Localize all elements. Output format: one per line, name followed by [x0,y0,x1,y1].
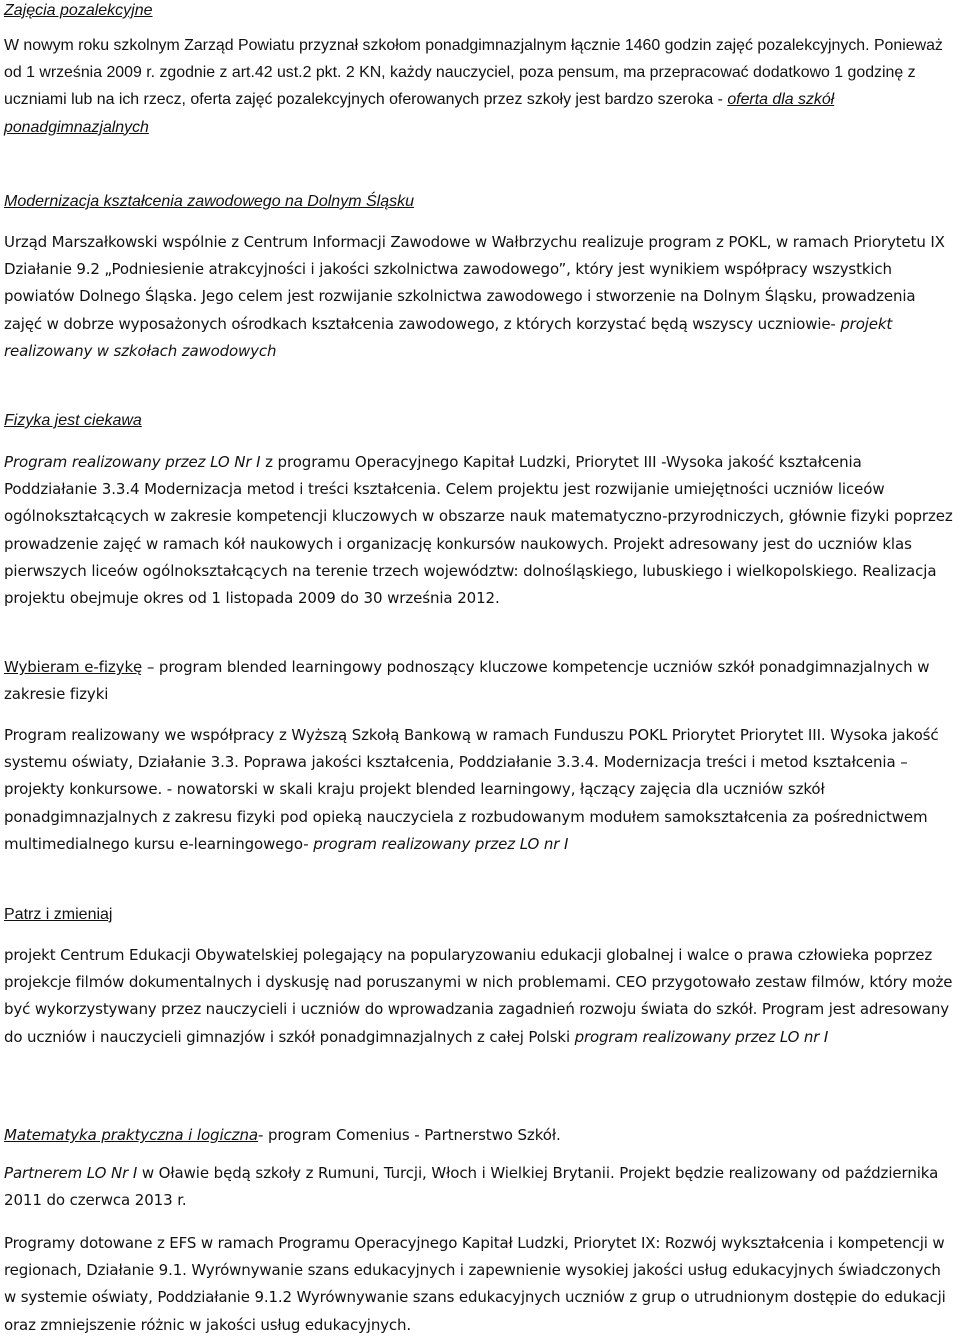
body-text: Urząd Marszałkowski wspólnie z Centrum Informacji Zawodowe w Wałbrzychu realizuje program z POKL, w ramach Priorytetu IX Działanie 9.2 „Podniesienie atrakcyjności i jakości szkolnictwa zawodowego”, który jest wynikiem współpracy wszystkich powiatów Dolnego Śląska. Jego celem jest rozwijanie szkolnictwa zawodowego i stworzenie na Dolnym Śląsku, prowadzenia zajęć w dobrze wyposażonych ośrodkach kształcenia zawodowego, z których korzystać będą wszyscy uczniowie- [4,233,945,333]
lead-italic: Partnerem LO Nr I [4,1164,138,1182]
section-fizyka [4,410,954,608]
section-zajecia-pozalekcyjne [4,0,954,136]
note-italic: projekt realizowany w szkołach zawodowych [4,314,893,360]
note-italic: program realizowany przez LO nr I [574,1027,829,1046]
body-text: w Oławie będą szkoły z Rumuni, Turcji, Włoch i Wielkiej Brytanii. Projekt będzie realizowany od października 2011 do czerwca 2013 r. [4,1164,939,1210]
heading-description: – program blended learningowy podnoszący kluczowe kompetencje uczniów szkół ponadgimnazjalnych w zakresie fizyki [4,658,930,704]
section-body [4,1160,954,1214]
heading-patrz-i-zmieniaj[interactable]: Patrz i zmieniaj [4,906,113,923]
section-patrz-i-zmieniaj [4,904,954,1046]
body-text: projekt Centrum Edukacji Obywatelskiej polegający na popularyzowaniu edukacji globalnej i walce o prawa człowieka poprzez projekcje filmów dokumentalnych i dyskusję nad poruszanymi w nich problemami. CEO przygotowało zestaw filmów, który może być wykorzystywany przez nauczycieli i uczniów do wprowadzania zagadnień rozwoju świata do szkół. Program jest adresowany do uczniów i nauczycieli gimnazjów i szkół ponadgimnazjalnych z całej Polski [4,946,953,1046]
section-body-2 [4,1230,954,1339]
section-body [4,449,959,612]
section-matematyka [4,1122,954,1334]
body-text: Program realizowany we współpracy z Wyższą Szkołą Bankową w ramach Funduszu POKL Priorytet Priorytet III. Wysoka jakość systemu oświaty, Działanie 3.3. Poprawa jakości kształcenia, Poddziałanie 3.3.4. Modernizacja treści i metod kształcenia – projekty konkursowe. - nowatorski w skali kraju projekt blended learningowy, łączący zajęcia dla uczniów szkół ponadgimnazjalnych z zakresu fizyki pod opieką nauczyciela z rozbudowanym modułem samokształcenia za pośrednictwem multimedialnego kursu e-learningowego- [4,726,939,853]
body-text: Programy dotowane z EFS w ramach Programu Operacyjnego Kapitał Ludzki, Priorytet IX: Rozwój wykształcenia i kompetencji w regionach, Działanie 9.1. Wyrównywanie szans edukacyjnych i zapewnienie wysokiej jakości usług edukacyjnych świadczonych w systemie oświaty, Poddziałanie 9.1.2 Wyrównywanie szans edukacyjnych uczniów z grup o utrudnionym dostępie do edukacji oraz zmniejszenie różnic w jakości usług edukacyjnych. [4,1234,946,1334]
heading-zajecia-pozalekcyjne[interactable]: Zajęcia pozalekcyjne [4,2,153,19]
section-body [4,942,954,1051]
section-body [4,229,956,365]
heading-modernizacja[interactable]: Modernizacja kształcenia zawodowego na Dolnym Śląsku [4,193,414,210]
heading-matematyka[interactable]: Matematyka praktyczna i logiczna [4,1126,258,1144]
heading-fizyka[interactable]: Fizyka jest ciekawa [4,412,142,429]
note-italic: program realizowany przez LO nr I [313,834,569,853]
lead-italic: Program realizowany przez LO Nr I [4,453,261,471]
section-e-fizyka [4,654,954,853]
heading-e-fizyka[interactable]: Wybieram e-fizykę [4,658,143,676]
section-body [4,722,954,858]
heading-description: - program Comenius - Partnerstwo Szkół. [257,1126,561,1144]
body-text: z programu Operacyjnego Kapitał Ludzki, Priorytet III -Wysoka jakość kształcenia Poddziałanie 3.3.4 Modernizacja metod i treści kształcenia. Celem projektu jest rozwijanie umiejętności uczniów liceów ogólnokształcących w zakresie kompetencji kluczowych w obszarze nauk matematyczno-przyrodniczych, głównie fizyki poprzez prowadzenie zajęć w ramach kół naukowych i organizację konkursów naukowych. Projekt adresowany jest do uczniów klas pierwszych liceów ogólnokształcących na terenie trzech województw: dolnośląskiego, lubuskiego i wielkopolskiego. Realizacja projektu obejmuje okres od 1 listopada 2009 do 30 września 2012. [4,453,953,608]
section-heading-line [4,1122,954,1149]
section-heading-line [4,654,954,708]
link-oferta-szkol[interactable]: oferta dla szkół ponadgimnazjalnych [4,91,835,136]
section-modernizacja [4,191,954,360]
section-body [4,32,954,141]
body-text: W nowym roku szkolnym Zarząd Powiatu przyznał szkołom ponadgimnazjalnym łącznie 1460 godzin zajęć pozalekcyjnych. Ponieważ od 1 września 2009 r. zgodnie z art.42 ust.2 pkt. 2 KN, każdy nauczyciel, poza pensum, ma przepracować dodatkowo 1 godzinę z uczniami lub na ich rzecz, oferta zajęć pozalekcyjnych oferowanych przez szkoły jest bardzo szeroka - [4,37,943,109]
